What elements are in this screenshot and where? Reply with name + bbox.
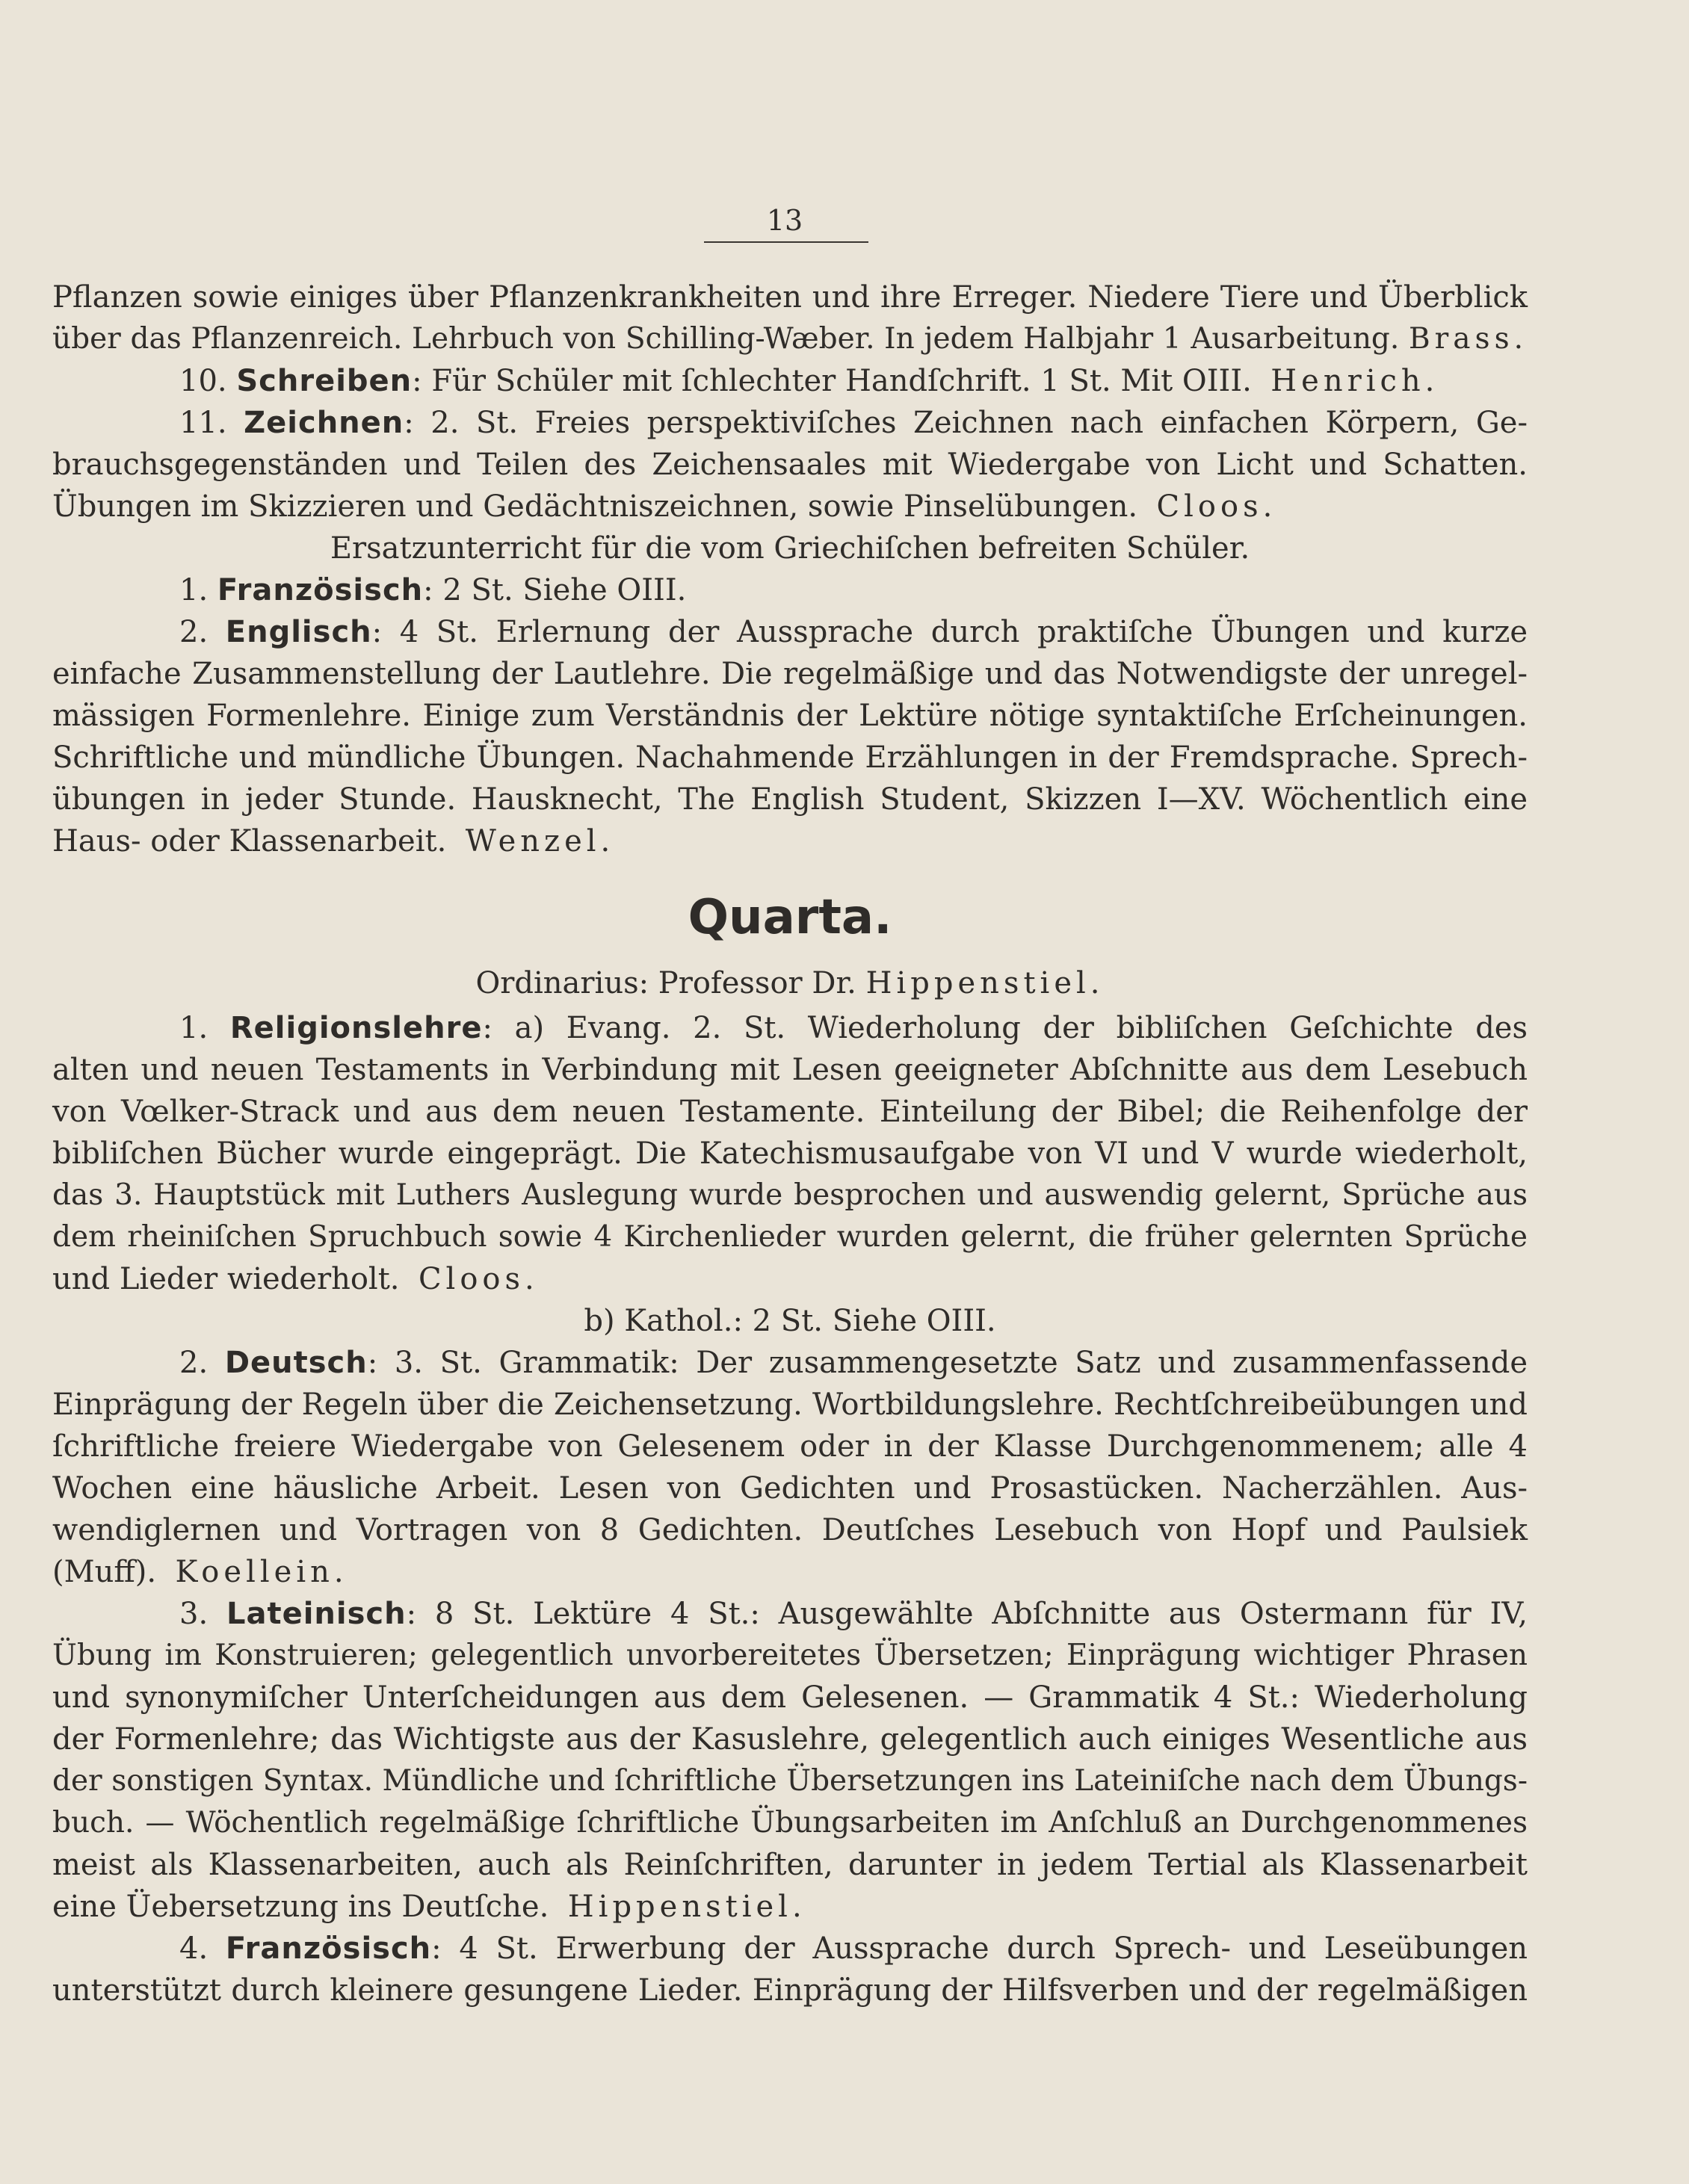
subject-title: Zeichnen	[244, 406, 404, 440]
section-number: 2.	[179, 615, 209, 649]
section-deutsch	[52, 1342, 1528, 1384]
text-fragment: : 4 St. Erlernung der Aussprache durch praktiſche Übungen und kurze	[371, 615, 1528, 649]
text-line: meist als Klassenarbeiten, auch als Reinſchriften, darunter in jedem Tertial als Klassenarbeit	[52, 1848, 1528, 1882]
teacher-name: Hippenstiel.	[865, 966, 1105, 1000]
section-religion	[52, 1007, 1528, 1049]
section-number: 1.	[179, 1011, 209, 1045]
page-body	[52, 276, 1528, 2011]
text-fragment: : 3. St. Grammatik: Der zusammengesetzte Satz und zusammenfassende	[367, 1346, 1528, 1380]
text-line: mässigen Formenlehre. Einige zum Verständnis der Lektüre nötige syntaktiſche Erſcheinungen.	[52, 699, 1528, 733]
text-line	[52, 1551, 1528, 1593]
text-line: von Vœlker-Strack und aus dem neuen Testamente. Einteilung der Bibel; die Reihenfolge der	[52, 1095, 1528, 1129]
page-number-rule	[704, 241, 868, 243]
subject-title: Deutsch	[224, 1346, 368, 1380]
text-fragment: Ordinarius: Professor Dr.	[475, 966, 856, 1000]
section-number: 11.	[179, 406, 227, 440]
class-heading: Quarta.	[688, 890, 892, 945]
text-fragment: : 4 St. Erwerbung der Aussprache durch Sprech- und Leseübungen	[431, 1931, 1528, 1966]
section-number: 4.	[179, 1931, 209, 1966]
section-zeichnen	[52, 402, 1528, 444]
teacher-name: Hippenstiel.	[567, 1890, 806, 1924]
subject-title: Englisch	[225, 615, 372, 649]
subject-title: Französisch	[217, 573, 424, 607]
text-line: wendiglernen und Vortragen von 8 Gedichten. Deutſches Lesebuch von Hopf und Paulsiek	[52, 1513, 1528, 1547]
text-fragment: : 8 St. Lektüre 4 St.: Ausgewählte Abſchnitte aus Ostermann für IV,	[406, 1597, 1528, 1631]
text-line: Übung im Konstruieren; gelegentlich unvorbereitetes Übersetzen; Einprägung wichtiger Phrasen	[52, 1639, 1528, 1672]
text-line: Wochen eine häusliche Arbeit. Lesen von Gedichten und Prosastücken. Nacherzählen. Aus-	[52, 1471, 1528, 1506]
teacher-name: Cloos.	[418, 1262, 539, 1296]
text-line: der sonstigen Syntax. Mündliche und ſchriftliche Übersetzungen ins Lateiniſche nach dem Übungs-	[52, 1764, 1528, 1798]
subject-title: Lateinisch	[226, 1597, 407, 1631]
text-fragment: : a) Evang. 2. St. Wiederholung der bibliſchen Geſchichte des	[482, 1011, 1528, 1045]
text-fragment: eine Üebersetzung ins Deutſche.	[52, 1890, 549, 1924]
teacher-name: Cloos.	[1156, 489, 1277, 524]
page-number: 13	[766, 204, 803, 237]
text-line	[52, 1886, 1528, 1928]
text-fragment: und Lieder wiederholt.	[52, 1262, 400, 1296]
text-line: und synonymiſcher Unterſcheidungen aus dem Gelesenen. — Grammatik 4 St.: Wiederholung	[52, 1680, 1528, 1715]
text-line: Einprägung der Regeln über die Zeichensetzung. Wortbildungslehre. Rechtſchreibeübungen und	[52, 1388, 1528, 1422]
text-line: das 3. Hauptstück mit Luthers Auslegung wurde besprochen und auswendig gelernt, Sprüche aus	[52, 1178, 1528, 1212]
subject-title: Schreiben	[236, 364, 413, 398]
text-line: einfache Zusammenstellung der Lautlehre. Die regelmäßige und das Notwendigste der unregel-	[52, 657, 1528, 691]
teacher-name: Wenzel.	[465, 824, 615, 859]
text-line: ſchriftliche freiere Wiedergabe von Gelesenem oder in der Klasse Durchgenommenem; alle 4	[52, 1429, 1528, 1464]
text-line: übungen in jeder Stunde. Hausknecht, The English Student, Skizzen I—XV. Wöchentlich eine	[52, 782, 1528, 817]
text-line: buch. — Wöchentlich regelmäßige ſchriftliche Übungsarbeiten im Anſchluß an Durchgenommenes	[52, 1806, 1528, 1840]
text-line: Schriftliche und mündliche Übungen. Nachahmende Erzählungen in der Fremdsprache. Sprech-	[52, 740, 1528, 775]
text-fragment: über das Pflanzenreich. Lehrbuch von Schilling-Wæber. In jedem Halbjahr 1 Ausarbeitung.	[52, 322, 1400, 356]
section-number: 1.	[179, 573, 209, 607]
text-line	[52, 318, 1528, 360]
section-englisch	[52, 611, 1528, 653]
text-fragment: : 2. St. Freies perspektiviſches Zeichnen nach einfachen Körpern, Ge-	[404, 406, 1528, 440]
text-line: dem rheiniſchen Spruchbuch sowie 4 Kirchenlieder wurden gelernt, die früher gelernten Sprüche	[52, 1220, 1528, 1254]
teacher-name: Brass.	[1409, 322, 1528, 356]
section-number: 3.	[179, 1597, 209, 1631]
text-line	[52, 820, 1528, 862]
text-fragment: Übungen im Skizzieren und Gedächtniszeichnen, sowie Pinselübungen.	[52, 489, 1138, 524]
text-line: der Formenlehre; das Wichtigste aus der Kasuslehre, gelegentlich auch einiges Wesentliche aus	[52, 1722, 1528, 1757]
subject-title: Religionslehre	[229, 1011, 483, 1045]
text-fragment: : 2 St. Siehe OIII.	[423, 573, 687, 607]
text-line	[52, 486, 1528, 528]
teacher-name: Henrich.	[1270, 364, 1439, 398]
text-fragment: Haus- oder Klassenarbeit.	[52, 824, 447, 859]
subject-title: Französisch	[225, 1931, 432, 1966]
text-fragment: : Für Schüler mit ſchlechter Handſchrift. 1 St. Mit OIII.	[412, 364, 1252, 398]
text-line: Pflanzen sowie einiges über Pflanzenkrankheiten und ihre Erreger. Niedere Tiere und Überblick	[52, 280, 1528, 315]
section-number: 2.	[179, 1346, 209, 1380]
subsection-heading: Ersatzunterricht für die vom Griechiſchen befreiten Schüler.	[330, 531, 1250, 566]
section-schreiben	[52, 360, 1528, 402]
section-number: 10.	[179, 364, 227, 398]
text-line: b) Kathol.: 2 St. Siehe OIII.	[584, 1304, 996, 1338]
text-line: unterstützt durch kleinere gesungene Lieder. Einprägung der Hilfsverben und der regelmäßigen	[52, 1973, 1528, 2008]
text-line: brauchsgegenständen und Teilen des Zeichensaales mit Wiedergabe von Licht und Schatten.	[52, 448, 1528, 482]
text-line	[52, 1258, 1528, 1300]
section-franzoesisch	[52, 1928, 1528, 1970]
section-latein	[52, 1593, 1528, 1635]
teacher-name: Koellein.	[175, 1555, 348, 1589]
section-franzoesisch-ersatz	[52, 569, 1528, 611]
ordinarius-line	[52, 962, 1528, 1004]
text-fragment: (Muff).	[52, 1555, 157, 1589]
text-line: alten und neuen Testaments in Verbindung mit Lesen geeigneter Abſchnitte aus dem Lesebuch	[52, 1053, 1528, 1087]
text-line: bibliſchen Bücher wurde eingeprägt. Die Katechismusaufgabe von VI und V wurde wiederholt,	[52, 1136, 1528, 1171]
